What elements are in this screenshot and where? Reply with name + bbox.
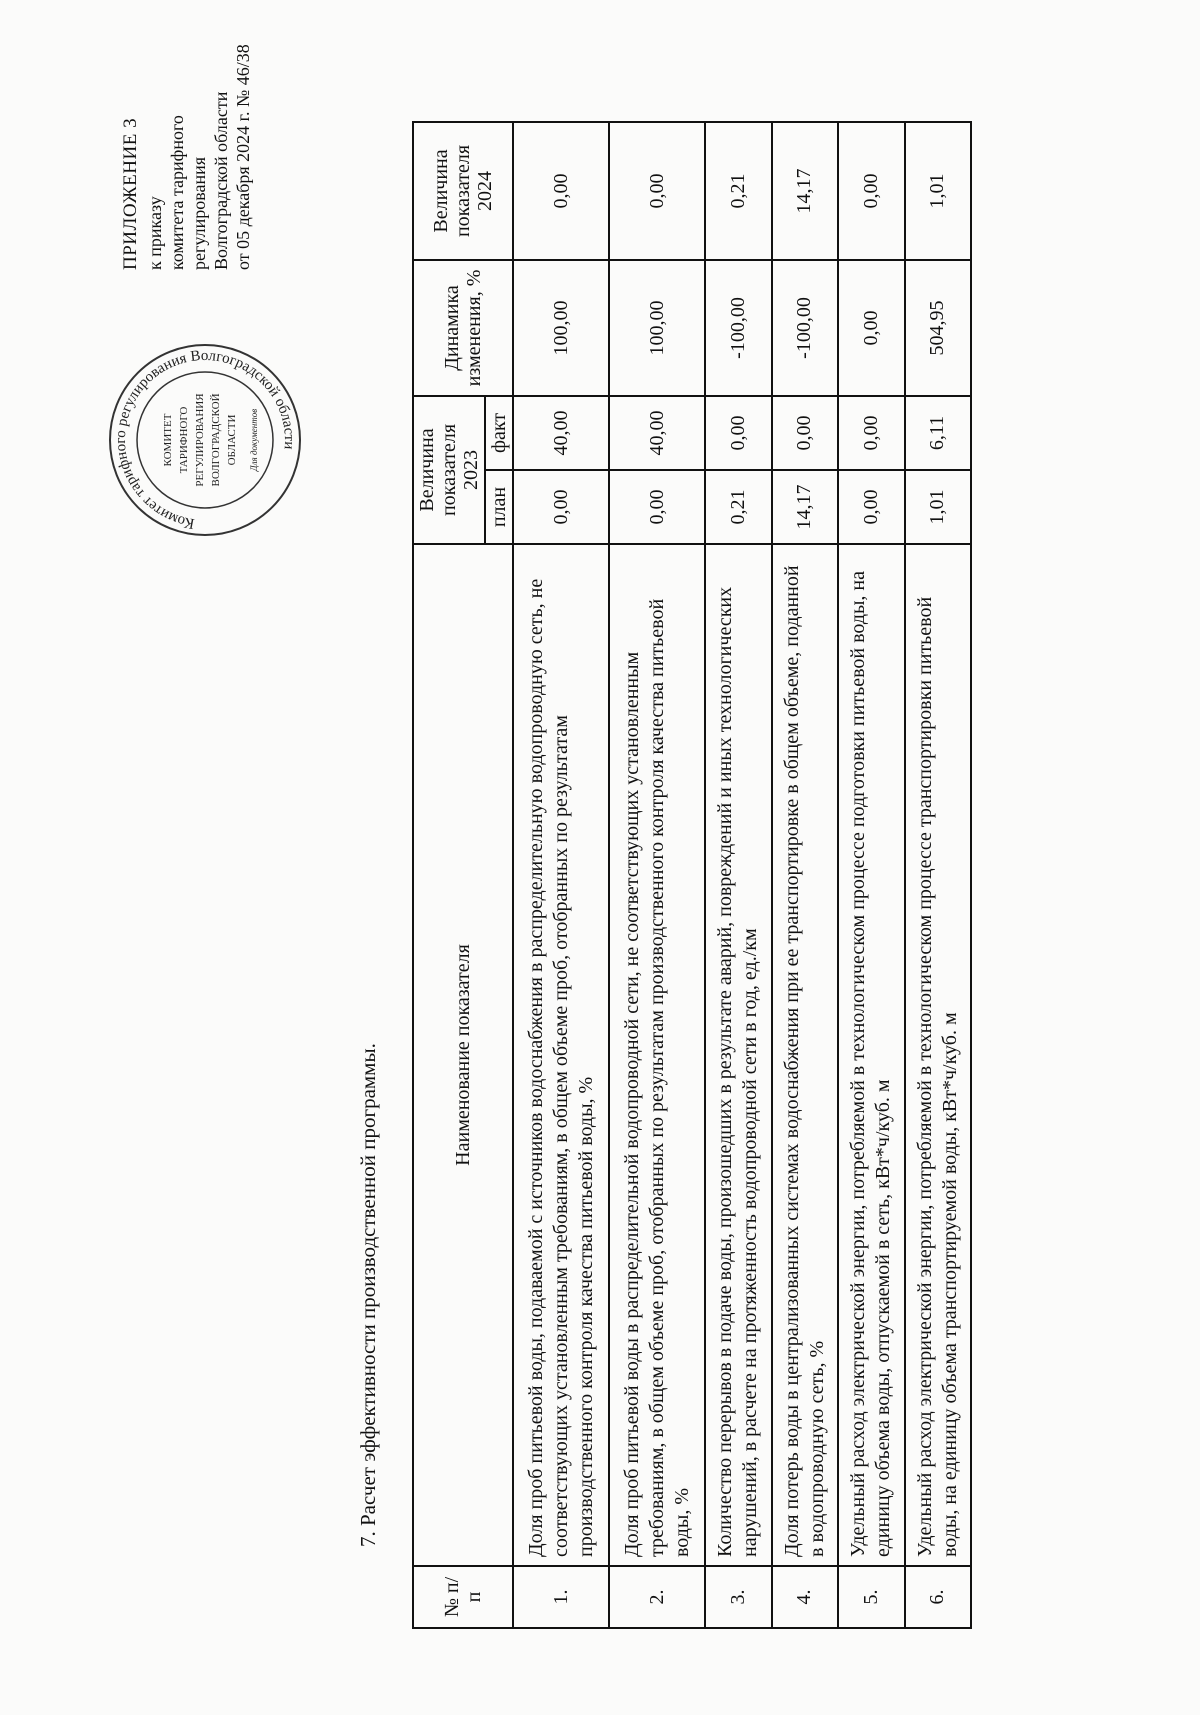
dynamics-value: 100,00 bbox=[609, 260, 705, 396]
plan-value: 0,00 bbox=[609, 470, 705, 544]
indicator-name: Доля проб питьевой воды в распределительной водопроводной сети, не соответствующих установленным требованиям, в общем объеме проб, отобранных по результатам производственного контроля качества питьевой воды, % bbox=[609, 544, 705, 1566]
dynamics-value: 0,00 bbox=[838, 260, 904, 396]
row-number: 2. bbox=[609, 1566, 705, 1628]
seal-bottom-text: Для документов bbox=[249, 408, 259, 472]
dynamics-value: -100,00 bbox=[772, 260, 838, 396]
efficiency-table bbox=[412, 121, 972, 1629]
plan-value: 0,00 bbox=[838, 470, 904, 544]
header-number: № п/п bbox=[413, 1566, 513, 1628]
fact-value: 6,11 bbox=[905, 396, 972, 470]
plan-value: 1,01 bbox=[905, 470, 972, 544]
value-2024: 0,00 bbox=[838, 122, 904, 260]
seal-line-3: РЕГУЛИРОВАНИЯ bbox=[194, 393, 206, 487]
official-stamp-seal bbox=[105, 340, 305, 540]
header-value-2024: Величина показателя 2024 bbox=[413, 122, 513, 260]
table-row bbox=[513, 122, 609, 1628]
table-row bbox=[905, 122, 972, 1628]
value-2024: 0,00 bbox=[513, 122, 609, 260]
dynamics-value: 504,95 bbox=[905, 260, 972, 396]
value-2024: 0,00 bbox=[609, 122, 705, 260]
indicator-name: Удельный расход электрической энергии, потребляемой в технологическом процессе подготовки питьевой воды, на единицу объема воды, отпускаемой в сеть, кВт*ч/куб. м bbox=[838, 544, 904, 1566]
header-plan: план bbox=[485, 470, 513, 544]
seal-line-5: ОБЛАСТИ bbox=[226, 414, 238, 466]
seal-line-2: ТАРИФНОГО bbox=[178, 406, 190, 474]
row-number: 6. bbox=[905, 1566, 972, 1628]
table-row bbox=[705, 122, 771, 1628]
table-header-row bbox=[413, 122, 485, 1628]
row-number: 1. bbox=[513, 1566, 609, 1628]
indicator-name: Количество перерывов в подаче воды, произошедших в результате аварий, повреждений и иных технологических нарушений, в расчете на протяженность водопроводной сети в год, ед./км bbox=[705, 544, 771, 1566]
committee-name: комитета тарифного регулирования bbox=[167, 115, 209, 270]
row-number: 5. bbox=[838, 1566, 904, 1628]
plan-value: 0,21 bbox=[705, 470, 771, 544]
dynamics-value: -100,00 bbox=[705, 260, 771, 396]
section-title: 7. Расчет эффективности производственной программы. bbox=[356, 1043, 380, 1547]
seal-line-1: КОМИТЕТ bbox=[162, 413, 174, 467]
plan-value: 14,17 bbox=[772, 470, 838, 544]
table-row bbox=[609, 122, 705, 1628]
plan-value: 0,00 bbox=[513, 470, 609, 544]
header-indicator-name: Наименование показателя bbox=[413, 544, 513, 1566]
table-row bbox=[772, 122, 838, 1628]
table-row bbox=[838, 122, 904, 1628]
indicator-name: Доля проб питьевой воды, подаваемой с источников водоснабжения в распределительную водопроводную сеть, не соответствующих установленным требованиям, в общем объеме проб, отобранных по результатам производственного контроля качества питьевой воды, % bbox=[513, 544, 609, 1566]
seal-ring-text: Комитет тарифного регулирования Волгоградской области bbox=[112, 347, 298, 532]
header-fact: факт bbox=[485, 396, 513, 470]
fact-value: 0,00 bbox=[838, 396, 904, 470]
value-2024: 14,17 bbox=[772, 122, 838, 260]
dynamics-value: 100,00 bbox=[513, 260, 609, 396]
fact-value: 40,00 bbox=[513, 396, 609, 470]
row-number: 3. bbox=[705, 1566, 771, 1628]
fact-value: 40,00 bbox=[609, 396, 705, 470]
region-name: Волгоградской области bbox=[211, 91, 231, 270]
order-date-number: от 05 декабря 2024 г. № 46/38 bbox=[233, 44, 253, 270]
appendix-header bbox=[120, 20, 254, 270]
fact-value: 0,00 bbox=[772, 396, 838, 470]
fact-value: 0,00 bbox=[705, 396, 771, 470]
order-reference: к приказу bbox=[145, 196, 165, 270]
value-2024: 1,01 bbox=[905, 122, 972, 260]
value-2024: 0,21 bbox=[705, 122, 771, 260]
appendix-title: ПРИЛОЖЕНИЕ 3 bbox=[120, 117, 141, 270]
indicator-name: Доля потерь воды в централизованных системах водоснабжения при ее транспортировке в общем объеме, поданной в водопроводную сеть, % bbox=[772, 544, 838, 1566]
header-dynamics: Динамика изменения, % bbox=[413, 260, 513, 396]
header-value-2023: Величина показателя 2023 bbox=[413, 396, 485, 544]
seal-line-4: ВОЛГОГРАДСКОЙ bbox=[210, 393, 222, 487]
row-number: 4. bbox=[772, 1566, 838, 1628]
indicator-name: Удельный расход электрической энергии, потребляемой в технологическом процессе транспортировки питьевой воды, на единицу объема транспортируемой воды, кВт*ч/куб. м bbox=[905, 544, 972, 1566]
